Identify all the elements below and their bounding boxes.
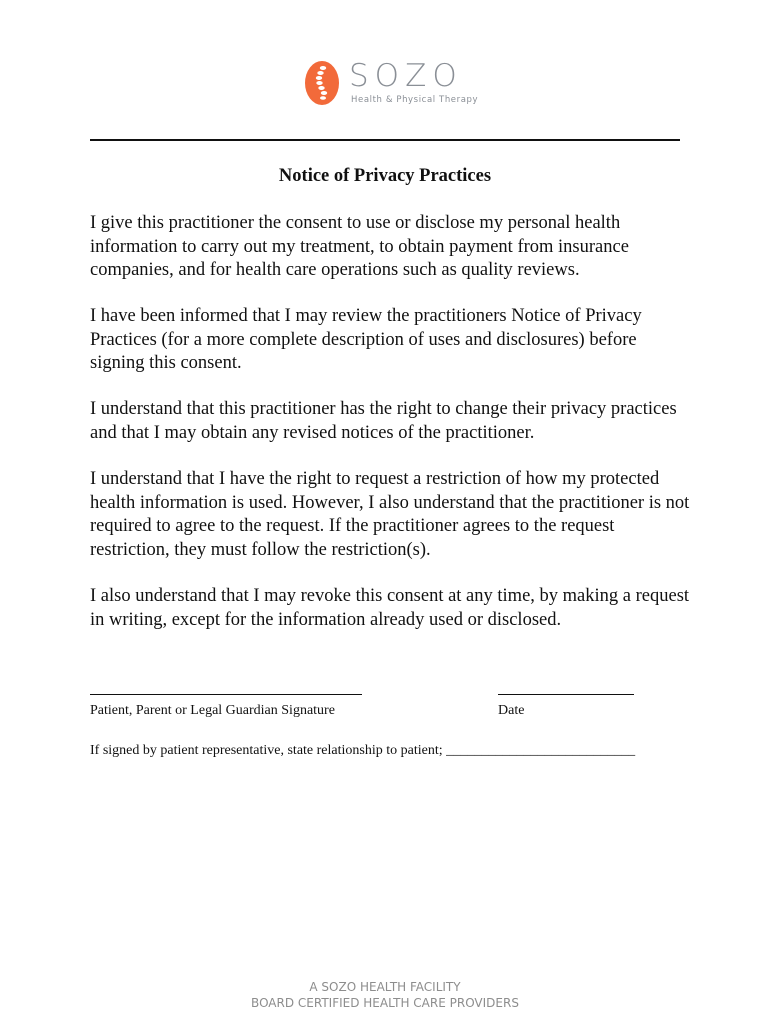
document-title: Notice of Privacy Practices	[278, 166, 492, 186]
logo-name: SOZO	[349, 58, 463, 94]
footer-facility: A SOZO HEALTH FACILITY	[309, 980, 461, 994]
signature-line[interactable]	[90, 694, 362, 695]
paragraph-restriction: I understand that I have the right to request a restriction of how my protected health information is used. However, I also understand that the practitioner is not required to agree to the request. If the practitioner agrees to the request restriction, they must follow the restriction(s).	[90, 469, 690, 560]
paragraph-review: I have been informed that I may review the practitioners Notice of Privacy Practices (for a more complete description of uses and disclosures) before signing this consent.	[90, 306, 642, 373]
logo-tagline: Health & Physical Therapy	[351, 95, 479, 105]
date-line[interactable]	[498, 694, 634, 695]
footer-providers: BOARD CERTIFIED HEALTH CARE PROVIDERS	[251, 996, 519, 1010]
paragraph-consent: I give this practitioner the consent to use or disclose my personal health information to carry out my treatment, to obtain payment from insurance companies, and for health care operations such as quality reviews.	[90, 213, 629, 280]
signature-label: Patient, Parent or Legal Guardian Signature	[90, 703, 335, 718]
sozo-logo	[303, 58, 479, 108]
date-label: Date	[498, 703, 525, 718]
paragraph-revoke: I also understand that I may revoke this consent at any time, by making a request in writing, except for the information already used or disclosed.	[90, 586, 690, 630]
representative-relationship-field[interactable]: If signed by patient representative, state relationship to patient; ___________________________	[90, 743, 636, 758]
header-divider	[90, 139, 680, 141]
paragraph-change: I understand that this practitioner has the right to change their privacy practices and that I may obtain any revised notices of the practitioner.	[90, 399, 677, 443]
spine-logo-icon	[303, 60, 341, 106]
